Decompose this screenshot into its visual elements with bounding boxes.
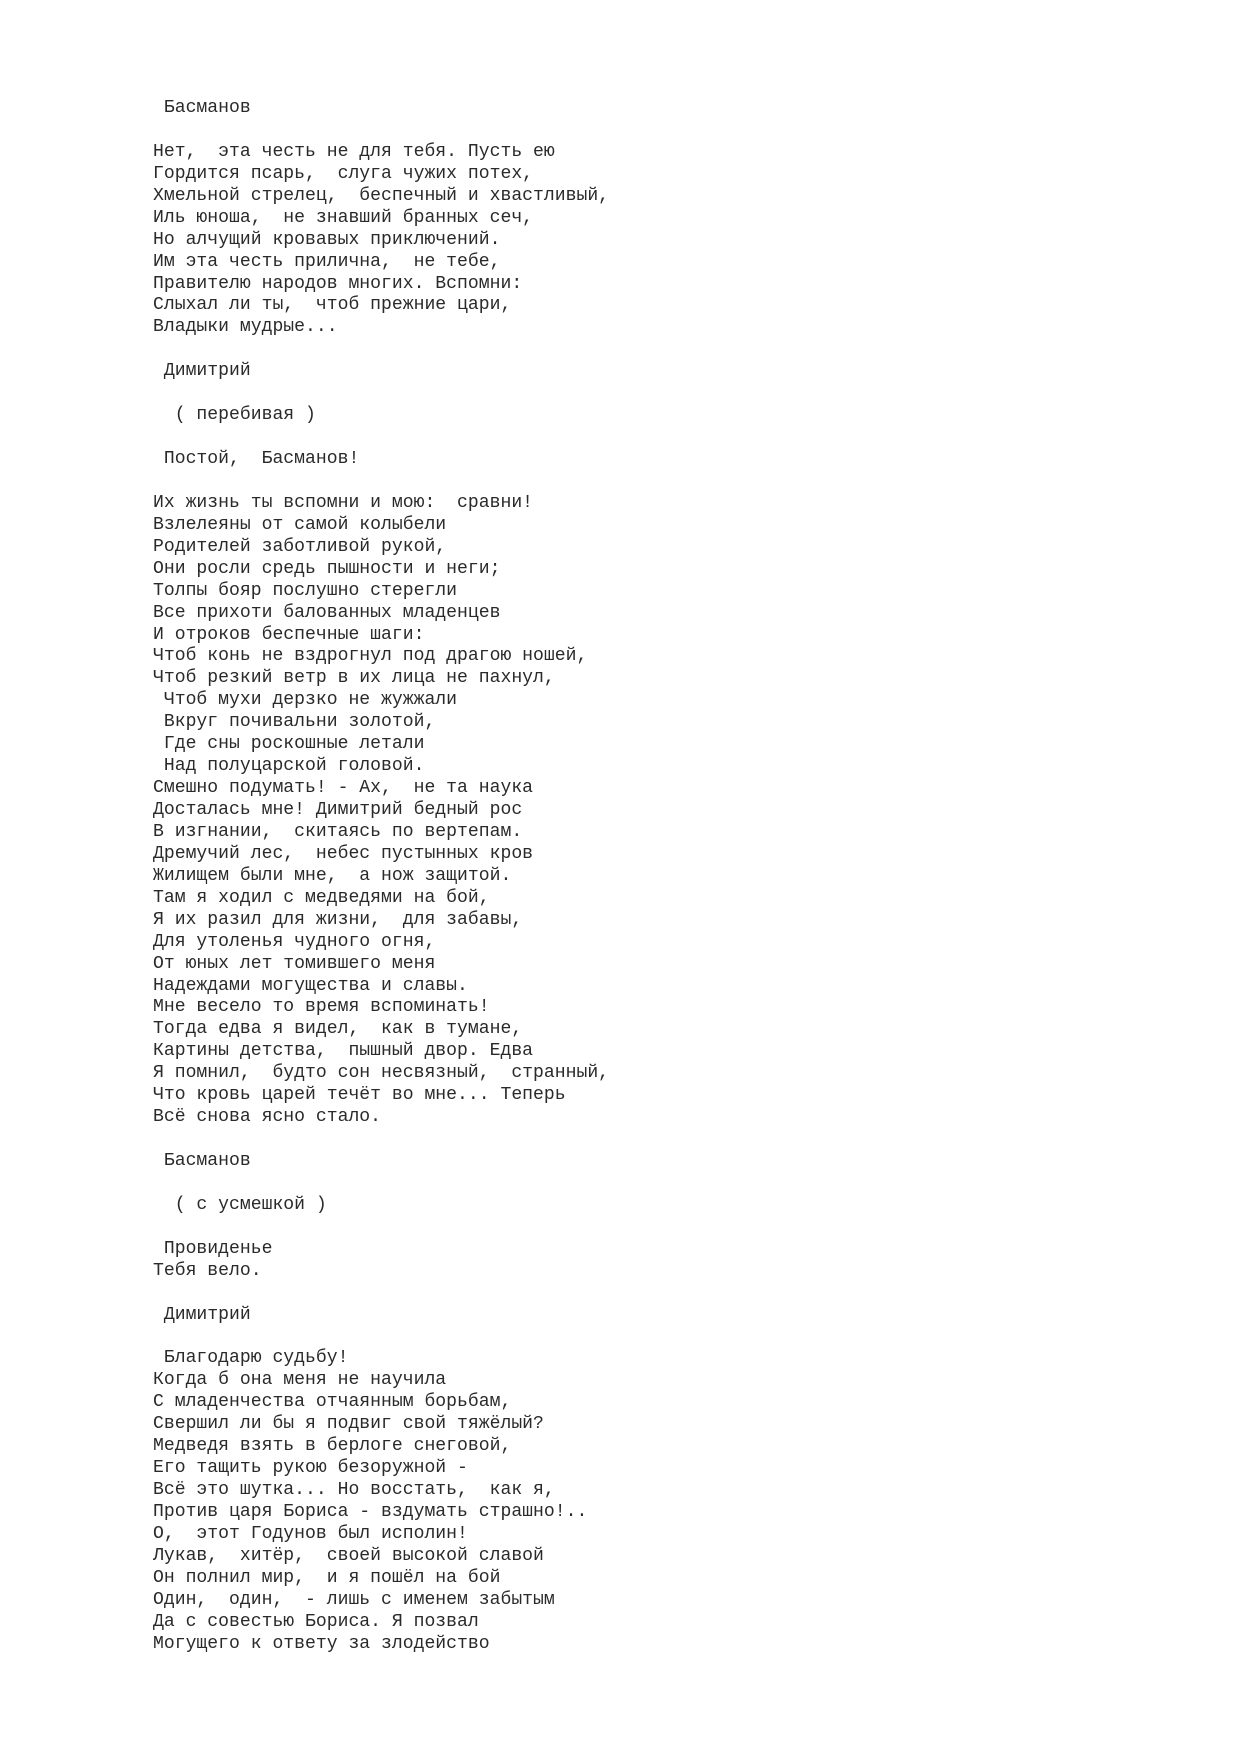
text-line <box>153 120 1153 142</box>
text-line: Над полуцарской головой. <box>153 756 425 777</box>
text-line: Взлелеяны от самой колыбели <box>153 514 447 535</box>
text-line: В изгнании, скитаясь по вертепам. <box>153 821 523 842</box>
text-line: Иль юноша, не знавший бранных сеч, <box>153 207 534 228</box>
play-text <box>153 98 1153 1656</box>
text-line: Мне весело то время вспоминать! <box>153 997 490 1018</box>
text-line: Слыхал ли ты, чтоб прежние цари, <box>153 295 512 316</box>
text-line: Жилищем были мне, а нож защитой. <box>153 865 512 886</box>
text-line: С младенчества отчаянным борьбам, <box>153 1392 512 1413</box>
text-line: Всё это шутка... Но восстать, как я, <box>153 1480 555 1501</box>
text-line <box>153 1283 1153 1305</box>
text-line: Всё снова ясно стало. <box>153 1107 382 1128</box>
text-line: Смешно подумать! - Ах, не та наука <box>153 778 534 799</box>
text-line: Могущего к ответу за злодейство <box>153 1633 490 1654</box>
text-line: Димитрий <box>153 1304 251 1325</box>
text-line: От юных лет томившего меня <box>153 953 436 974</box>
text-line: Хмельной стрелец, беспечный и хвастливый, <box>153 185 610 206</box>
text-line: Досталась мне! Димитрий бедный рос <box>153 800 523 820</box>
text-line: Я их разил для жизни, для забавы, <box>153 909 523 930</box>
text-line: Тебя вело. <box>153 1260 262 1281</box>
text-line <box>153 471 1153 493</box>
text-line: Толпы бояр послушно стерегли <box>153 580 458 601</box>
text-line: Все прихоти балованных младенцев <box>153 602 501 623</box>
text-line <box>153 1129 1153 1151</box>
text-line: Их жизнь ты вспомни и мою: сравни! <box>153 492 534 513</box>
text-line: Там я ходил с медведями на бой, <box>153 887 490 908</box>
text-line: Чтоб мухи дерзко не жужжали <box>153 690 458 711</box>
text-line: Тогда едва я видел, как в тумане, <box>153 1019 523 1040</box>
text-line: Владыки мудрые... <box>153 317 338 338</box>
text-line <box>153 427 1153 449</box>
text-line: Правителю народов многих. Вспомни: <box>153 273 523 294</box>
text-line: Он полнил мир, и я пошёл на бой <box>153 1567 501 1588</box>
text-line: Я помнил, будто сон несвязный, странный, <box>153 1063 610 1084</box>
text-line: Они росли средь пышности и неги; <box>153 558 501 579</box>
text-line: Где сны роскошные летали <box>153 734 425 755</box>
text-line: Его тащить рукою безоружной - <box>153 1458 468 1479</box>
text-line: ( с усмешкой ) <box>153 1194 327 1215</box>
text-line: Гордится псарь, слуга чужих потех, <box>153 163 534 184</box>
text-line: Чтоб резкий ветр в их лица не пахнул, <box>153 668 555 689</box>
text-line: Постой, Басманов! <box>153 449 360 469</box>
text-line: Для утоленья чудного огня, <box>153 931 436 952</box>
text-line: Но алчущий кровавых приключений. <box>153 229 501 250</box>
text-line: Вкруг почивальни золотой, <box>153 712 436 733</box>
text-line: Свершил ли бы я подвиг свой тяжёлый? <box>153 1414 544 1435</box>
text-line: ( перебивая ) <box>153 405 316 426</box>
text-line <box>153 1327 1153 1349</box>
text-line: Медведя взять в берлоге снеговой, <box>153 1436 512 1457</box>
text-line <box>153 339 1153 361</box>
text-line: Родителей заботливой рукой, <box>153 536 447 557</box>
text-line: Благодарю судьбу! <box>153 1348 349 1369</box>
text-line: И отроков беспечные шаги: <box>153 624 425 645</box>
text-line: Чтоб конь не вздрогнул под драгою ношей, <box>153 646 588 667</box>
text-line: Им эта честь прилична, не тебе, <box>153 251 501 272</box>
text-line: О, этот Годунов был исполин! <box>153 1523 468 1544</box>
text-line: Один, один, - лишь с именем забытым <box>153 1589 555 1610</box>
text-line: Лукав, хитёр, своей высокой славой <box>153 1545 544 1566</box>
text-line: Басманов <box>153 98 251 118</box>
text-line <box>153 383 1153 405</box>
text-line <box>153 1217 1153 1239</box>
text-line: Нет, эта честь не для тебя. Пусть ею <box>153 141 555 162</box>
text-line: Дремучий лес, небес пустынных кров <box>153 843 534 864</box>
text-line: Надеждами могущества и славы. <box>153 975 468 996</box>
text-line: Провиденье <box>153 1238 273 1259</box>
text-line: Басманов <box>153 1151 251 1171</box>
text-line: Да с совестью Бориса. Я позвал <box>153 1611 479 1632</box>
text-line: Когда б она меня не научила <box>153 1370 447 1391</box>
text-line: Димитрий <box>153 361 251 382</box>
text-line: Против царя Бориса - вздумать страшно!.. <box>153 1502 588 1522</box>
text-line: Картины детства, пышный двор. Едва <box>153 1041 534 1062</box>
text-line: Что кровь царей течёт во мне... Теперь <box>153 1085 566 1106</box>
text-line <box>153 1173 1153 1195</box>
